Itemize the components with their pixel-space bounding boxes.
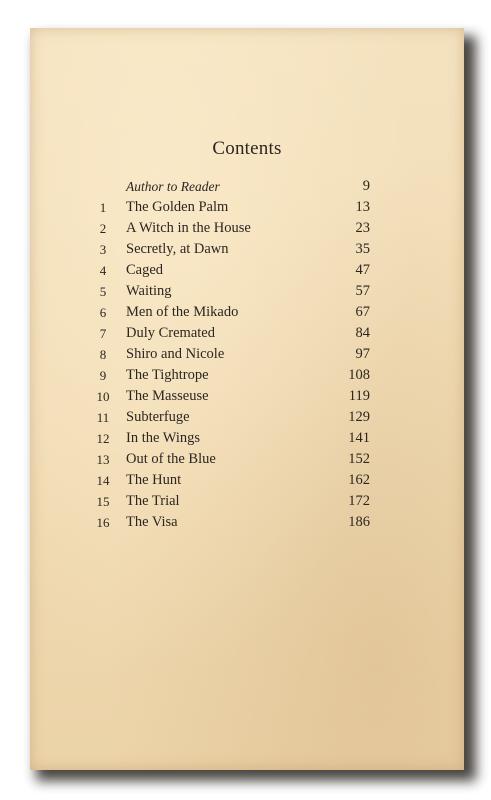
chapter-page-number: 129 (348, 409, 370, 425)
contents-entry (90, 386, 390, 407)
chapter-page-number: 172 (348, 493, 370, 509)
chapter-title: The Visa (126, 514, 178, 530)
chapter-number: 12 (96, 431, 110, 446)
contents-entry (90, 323, 390, 344)
chapter-title: In the Wings (126, 430, 201, 446)
chapter-title: Men of the Mikado (126, 304, 239, 320)
chapter-number: 3 (99, 242, 107, 257)
chapter-number: 15 (96, 494, 110, 509)
chapter-page-number: 23 (355, 220, 370, 236)
chapter-page-number: 108 (348, 367, 370, 383)
chapter-number: 16 (96, 515, 110, 530)
chapter-number: 7 (99, 326, 107, 341)
chapter-page-number: 162 (348, 472, 370, 488)
contents-entry (90, 512, 390, 533)
contents-entry (90, 407, 390, 428)
chapter-title: Caged (126, 262, 164, 278)
contents-entry (90, 344, 390, 365)
contents-entry (90, 197, 390, 218)
chapter-number: 10 (96, 389, 110, 404)
book-page (30, 28, 464, 770)
chapter-page-number: 84 (355, 325, 370, 341)
contents-entry (90, 281, 390, 302)
chapter-title: The Trial (126, 493, 180, 509)
chapter-number: 13 (96, 452, 110, 467)
chapter-number: 1 (99, 200, 107, 215)
contents-entry (90, 470, 390, 491)
contents-entry (90, 176, 390, 197)
chapter-number: 9 (99, 368, 107, 383)
contents-entry (90, 428, 390, 449)
chapter-page-number: 13 (355, 199, 370, 215)
contents-entry (90, 239, 390, 260)
contents-entry (90, 365, 390, 386)
chapter-title: The Masseuse (126, 388, 209, 404)
contents-entry (90, 302, 390, 323)
chapter-page-number: 57 (355, 283, 370, 299)
contents-list (90, 176, 390, 533)
chapter-page-number: 141 (348, 430, 370, 446)
chapter-number: 5 (99, 284, 107, 299)
chapter-number: 2 (99, 221, 107, 236)
chapter-page-number: 97 (355, 346, 370, 362)
chapter-title: The Tightrope (126, 367, 209, 383)
chapter-title: Waiting (126, 283, 172, 299)
chapter-title: The Golden Palm (126, 199, 229, 215)
chapter-page-number: 152 (348, 451, 370, 467)
chapter-page-number: 47 (355, 262, 370, 278)
contents-entry (90, 260, 390, 281)
chapter-title: Out of the Blue (126, 451, 216, 467)
chapter-number: 6 (99, 305, 107, 320)
contents-entry (90, 218, 390, 239)
chapter-number: 14 (96, 473, 110, 488)
chapter-page-number: 186 (348, 514, 370, 530)
chapter-page-number: 9 (362, 178, 370, 194)
chapter-title: Shiro and Nicole (126, 346, 225, 362)
chapter-title: The Hunt (126, 472, 182, 488)
chapter-page-number: 35 (355, 241, 370, 257)
chapter-title: Subterfuge (126, 409, 190, 425)
chapter-title: Secretly, at Dawn (126, 241, 229, 257)
chapter-title: Author to Reader (126, 179, 220, 194)
contents-entry (90, 449, 390, 470)
chapter-page-number: 119 (348, 388, 370, 404)
chapter-title: Duly Cremated (126, 325, 215, 341)
chapter-number: 11 (96, 410, 110, 425)
contents-entry (90, 491, 390, 512)
chapter-number: 4 (99, 263, 107, 278)
chapter-page-number: 67 (355, 304, 370, 320)
chapter-number: 8 (99, 347, 107, 362)
contents-heading: Contents (212, 138, 282, 159)
chapter-title: A Witch in the House (126, 220, 251, 236)
